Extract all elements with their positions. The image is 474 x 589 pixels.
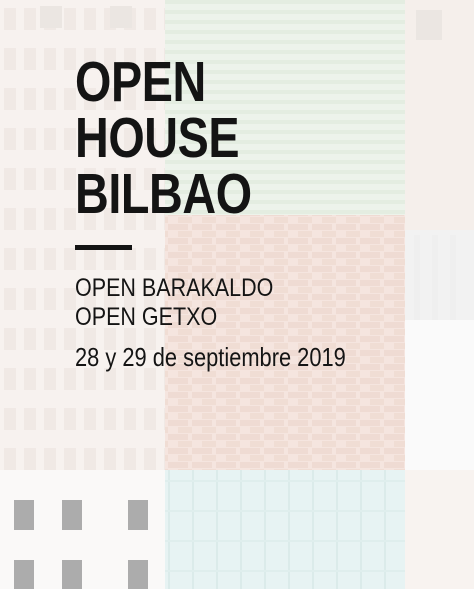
title-line: BILBAO	[75, 161, 252, 226]
event-title	[75, 50, 387, 226]
event-date: 28 y 29 de septiembre 2019	[75, 341, 346, 372]
poster-text-block	[75, 50, 435, 373]
divider-rule	[75, 245, 132, 250]
title-line: HOUSE	[75, 105, 240, 170]
subtitle-line: OPEN BARAKALDO	[75, 273, 274, 302]
event-subtitle	[75, 274, 385, 332]
title-line: OPEN	[75, 50, 206, 114]
subtitle-line: OPEN GETXO	[75, 302, 218, 331]
